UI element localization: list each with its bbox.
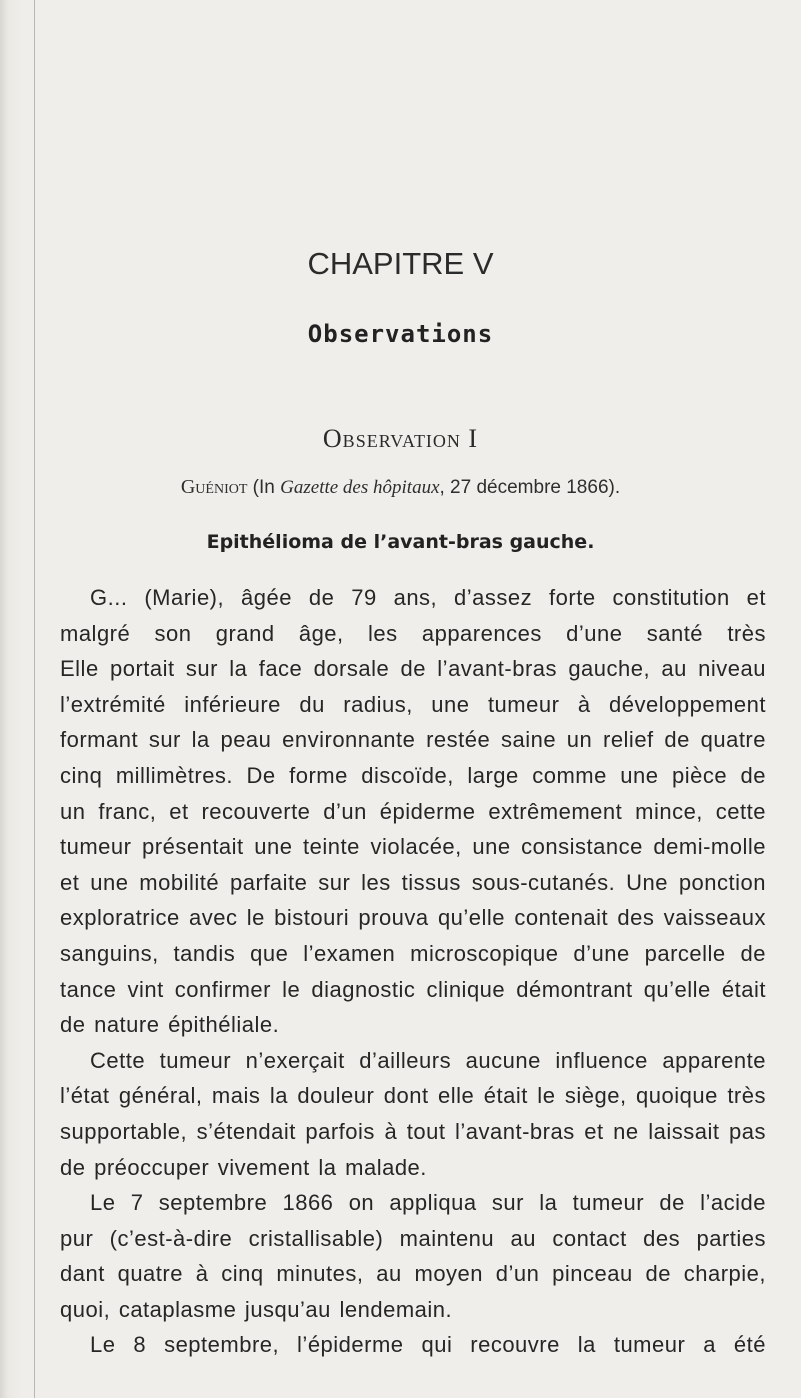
- text-line: cinq millimètres. De forme discoïde, large comme une pièce de: [60, 762, 766, 788]
- text-line: l’extrémité inférieure du radius, une tumeur à développement: [60, 691, 766, 717]
- text-line: tance vint confirmer le diagnostic clinique démontrant qu’elle était: [60, 976, 766, 1002]
- text-line: l’état général, mais la douleur dont elle était le siège, quoique très: [60, 1083, 766, 1109]
- source-date: , 27 décembre 1866).: [439, 477, 621, 498]
- case-subject: Epithélioma de l’avant-bras gauche.: [206, 531, 595, 553]
- binding-edge: [34, 0, 35, 1398]
- source-citation: [0, 476, 801, 499]
- text-line: tumeur présentait une teinte violacée, une consistance demi-molle: [60, 834, 766, 860]
- text-line: dant quatre à cinq minutes, au moyen d’un pinceau de charpie,: [60, 1261, 766, 1287]
- text-line: Le 8 septembre, l’épiderme qui recouvre la tumeur a été: [90, 1332, 766, 1358]
- text-line: Le 7 septembre 1866 on appliqua sur la tumeur de l’acide: [90, 1190, 766, 1216]
- section-title: Observations: [307, 320, 494, 348]
- text-line: pur (c’est-à-dire cristallisable) maintenu au contact des parties: [60, 1225, 766, 1251]
- text-line: exploratrice avec le bistouri prouva qu’elle contenait des vaisseaux: [60, 905, 766, 931]
- text-line: de préoccuper vivement la malade.: [60, 1154, 427, 1180]
- text-line: Cette tumeur n’exerçait d’ailleurs aucune influence apparente: [90, 1047, 766, 1073]
- text-line: de nature épithéliale.: [60, 1012, 280, 1038]
- text-line: un franc, et recouverte d’un épiderme extrêmement mince, cette: [60, 798, 766, 824]
- body-text: [60, 580, 766, 1363]
- text-line: Elle portait sur la face dorsale de l’avant-bras gauche, au niveau: [60, 656, 766, 682]
- text-line: quoi, cataplasme jusqu’au lendemain.: [60, 1296, 453, 1322]
- text-line: G... (Marie), âgée de 79 ans, d’assez forte constitution et: [90, 585, 766, 610]
- text-line: formant sur la peau environnante restée saine un relief de quatre: [60, 727, 766, 753]
- source-open: (In: [247, 477, 281, 498]
- source-journal: Gazette des hôpitaux: [280, 477, 440, 498]
- text-line: sanguins, tandis que l’examen microscopique d’une parcelle de: [60, 940, 766, 966]
- text-line: et une mobilité parfaite sur les tissus sous-cutanés. Une ponction: [60, 869, 766, 895]
- text-line: malgré son grand âge, les apparences d’une santé très: [60, 620, 766, 646]
- chapter-heading: CHAPITRE V: [307, 246, 494, 281]
- observation-title: Observation I: [322, 424, 479, 453]
- text-line: supportable, s’étendait parfois à tout l’avant-bras et ne laissait pas: [60, 1118, 766, 1144]
- source-author: Guéniot: [180, 476, 248, 498]
